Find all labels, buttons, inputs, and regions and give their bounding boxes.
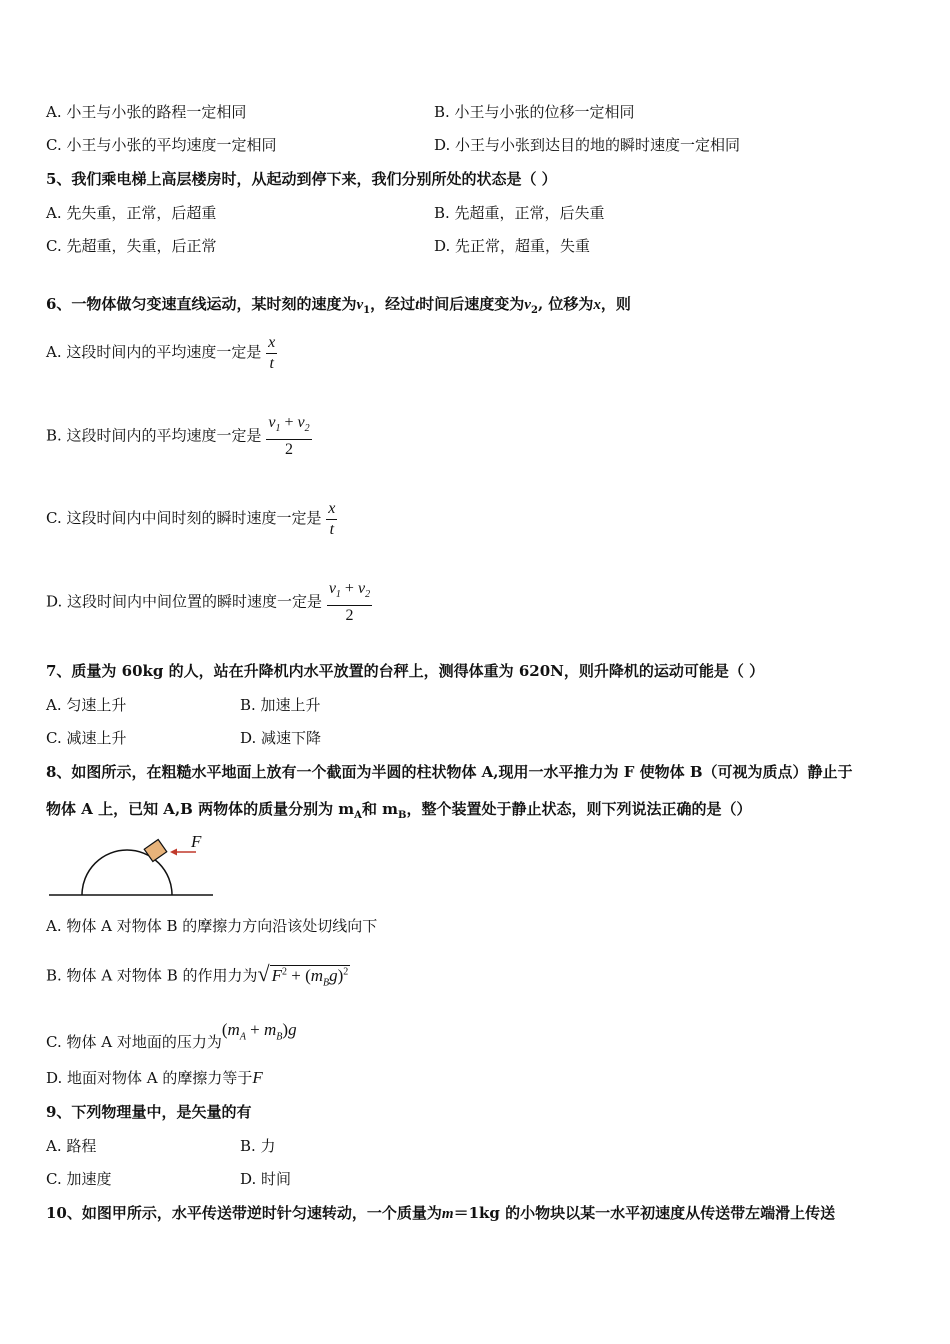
q4-option-c: C. 小王与小张的平均速度一定相同 (46, 136, 277, 154)
q10-stem (46, 1203, 835, 1224)
plus-sign: + (291, 965, 301, 985)
sqrt-expression (257, 960, 351, 989)
q8-option-b-text: B. 物体 A 对物体 B 的作用力为 (46, 966, 258, 985)
sub-b: B (276, 1031, 283, 1043)
q6-option-a (46, 330, 277, 374)
q6-sub-1: 1 (363, 305, 371, 316)
var-m: m (310, 965, 324, 985)
q6-stem (46, 294, 631, 321)
q6-fraction-x-over-t (266, 333, 277, 374)
q8-option-a: A. 物体 A 对物体 B 的摩擦力方向沿该处切线向下 (46, 917, 378, 935)
force-label: F (191, 832, 202, 851)
q4-option-d: D. 小王与小张到达目的地的瞬时速度一定相同 (434, 136, 741, 154)
v2-var: v (297, 414, 305, 431)
q7-option-b: B. 加速上升 (240, 696, 321, 714)
q6-option-b-text: B. 这段时间内的平均速度一定是 (46, 426, 262, 445)
var-f: F (252, 1068, 263, 1087)
v2-var: v (357, 580, 366, 597)
frac-num (327, 579, 372, 606)
q9-option-a: A. 路程 (46, 1137, 97, 1155)
q5-option-b: B. 先超重，正常，后失重 (434, 204, 605, 222)
q6-option-c-text: C. 这段时间内中间时刻的瞬时速度一定是 (46, 509, 322, 527)
q6-var-v2: v (524, 297, 531, 313)
exp-2b: 2 (343, 966, 349, 977)
frac-num: x (326, 499, 337, 520)
q8-option-d (46, 1068, 263, 1088)
q6-stem-text-4: , 位移为 (537, 295, 594, 313)
var-mb: m (264, 1020, 277, 1039)
q6-fraction-v-sum-2 (327, 579, 372, 626)
semicircle-block-diagram (46, 830, 216, 900)
force-arrow-head (170, 849, 177, 856)
plus-sign: + (250, 1020, 260, 1039)
q9-option-c: C. 加速度 (46, 1170, 112, 1188)
q6-option-c (46, 496, 337, 540)
v1-sub: 1 (275, 423, 281, 435)
frac-den: t (329, 520, 335, 538)
q8-figure (46, 830, 216, 900)
q6-option-b (46, 413, 312, 457)
q10-var-m: m (441, 1206, 454, 1222)
v2-sub: 2 (365, 589, 371, 601)
q6-stem-text-2: ，经过 (370, 295, 416, 313)
q6-option-a-text: A. 这段时间内的平均速度一定是 (46, 343, 262, 361)
var-g: g (288, 1020, 297, 1039)
v1-var: v (328, 580, 336, 597)
q8-stem-text-3: ，整个装置处于静止状态，则下列说法正确的是（） (406, 800, 752, 818)
sub-a: A (239, 1031, 246, 1043)
q8-stem-text-2: 和 m (361, 800, 399, 818)
q10-stem-text-2: ＝1kg 的小物块以某一水平初速度从传送带左端滑上传送 (453, 1204, 836, 1222)
q6-option-d (46, 579, 372, 623)
v2-sub: 2 (304, 423, 310, 435)
sqrt-icon: √ (257, 960, 270, 986)
q6-var-v: v (356, 297, 364, 313)
var-f: F (271, 965, 282, 985)
q8-option-c (46, 1012, 297, 1051)
var-g: g (329, 965, 338, 985)
q8-sub-a: A (354, 810, 362, 821)
frac-den: 2 (284, 441, 293, 459)
q6-stem-text-3: 时间后速度变为 (419, 295, 525, 313)
q5-option-a: A. 先失重，正常，后超重 (46, 204, 217, 222)
q4-option-a: A. 小王与小张的路程一定相同 (46, 103, 247, 121)
frac-den: t (269, 354, 274, 372)
q6-fraction-x-over-t-2 (326, 499, 337, 540)
q6-option-d-text: D. 这段时间内中间位置的瞬时速度一定是 (46, 592, 323, 611)
q9-option-d: D. 时间 (240, 1170, 292, 1188)
plus-sign: + (284, 414, 294, 431)
q6-var-t: t (415, 297, 420, 313)
q8-stem-line2 (46, 799, 752, 826)
mass-sum-expression: $(m_A + m_B)g$ (221, 1020, 297, 1043)
q8-option-c-text: C. 物体 A 对地面的压力为 (46, 1033, 222, 1051)
q7-stem: 7、质量为 60kg 的人，站在升降机内水平放置的台秤上，测得体重为 620N，则升降机的运动可能是（ ） (46, 662, 765, 680)
plus-sign: + (344, 580, 354, 597)
frac-num (266, 413, 311, 440)
q6-stem-text-1: 6、一物体做匀变速直线运动，某时刻的速度为 (46, 295, 357, 313)
sub-b: B (323, 977, 330, 989)
v1-sub: 1 (335, 589, 341, 601)
exp-2: 2 (281, 966, 287, 977)
var-ma: m (227, 1020, 240, 1039)
q5-option-c: C. 先超重，失重，后正常 (46, 237, 217, 255)
q7-option-c: C. 减速上升 (46, 729, 127, 747)
q6-sub-2: 2 (530, 305, 538, 316)
q4-option-b: B. 小王与小张的位移一定相同 (434, 103, 635, 121)
q5-stem: 5、我们乘电梯上高层楼房时，从起动到停下来，我们分别所处的状态是（ ） (46, 170, 557, 188)
q7-option-a: A. 匀速上升 (46, 696, 127, 714)
q9-stem: 9、下列物理量中，是矢量的有 (46, 1103, 252, 1121)
q6-stem-text-5: ，则 (600, 295, 631, 313)
q8-sub-b: B (398, 810, 407, 821)
q10-stem-text-1: 10、如图甲所示，水平传送带逆时针匀速转动，一个质量为 (46, 1204, 442, 1222)
q8-option-d-text: D. 地面对物体 A 的摩擦力等于 (46, 1069, 253, 1087)
q8-stem-text-1: 物体 A 上，已知 A,B 两物体的质量分别为 m (46, 800, 355, 818)
q6-fraction-v-sum (266, 413, 311, 460)
frac-den: 2 (345, 607, 354, 625)
frac-num: x (266, 333, 277, 354)
block-b (144, 839, 167, 861)
q7-option-d: D. 减速下降 (240, 729, 322, 747)
q6-var-x: x (593, 297, 601, 313)
sqrt-radicand: $F^2 + (m_Bg)^2$ (271, 965, 349, 989)
q9-option-b: B. 力 (240, 1137, 276, 1155)
q8-option-b (46, 958, 350, 989)
q5-option-d: D. 先正常，超重，失重 (434, 237, 591, 255)
v1-var: v (268, 414, 276, 431)
q8-stem-line1: 8、如图所示，在粗糙水平地面上放有一个截面为半圆的柱状物体 A,现用一水平推力为 F 使物体 B（可视为质点）静止于 (46, 763, 853, 781)
